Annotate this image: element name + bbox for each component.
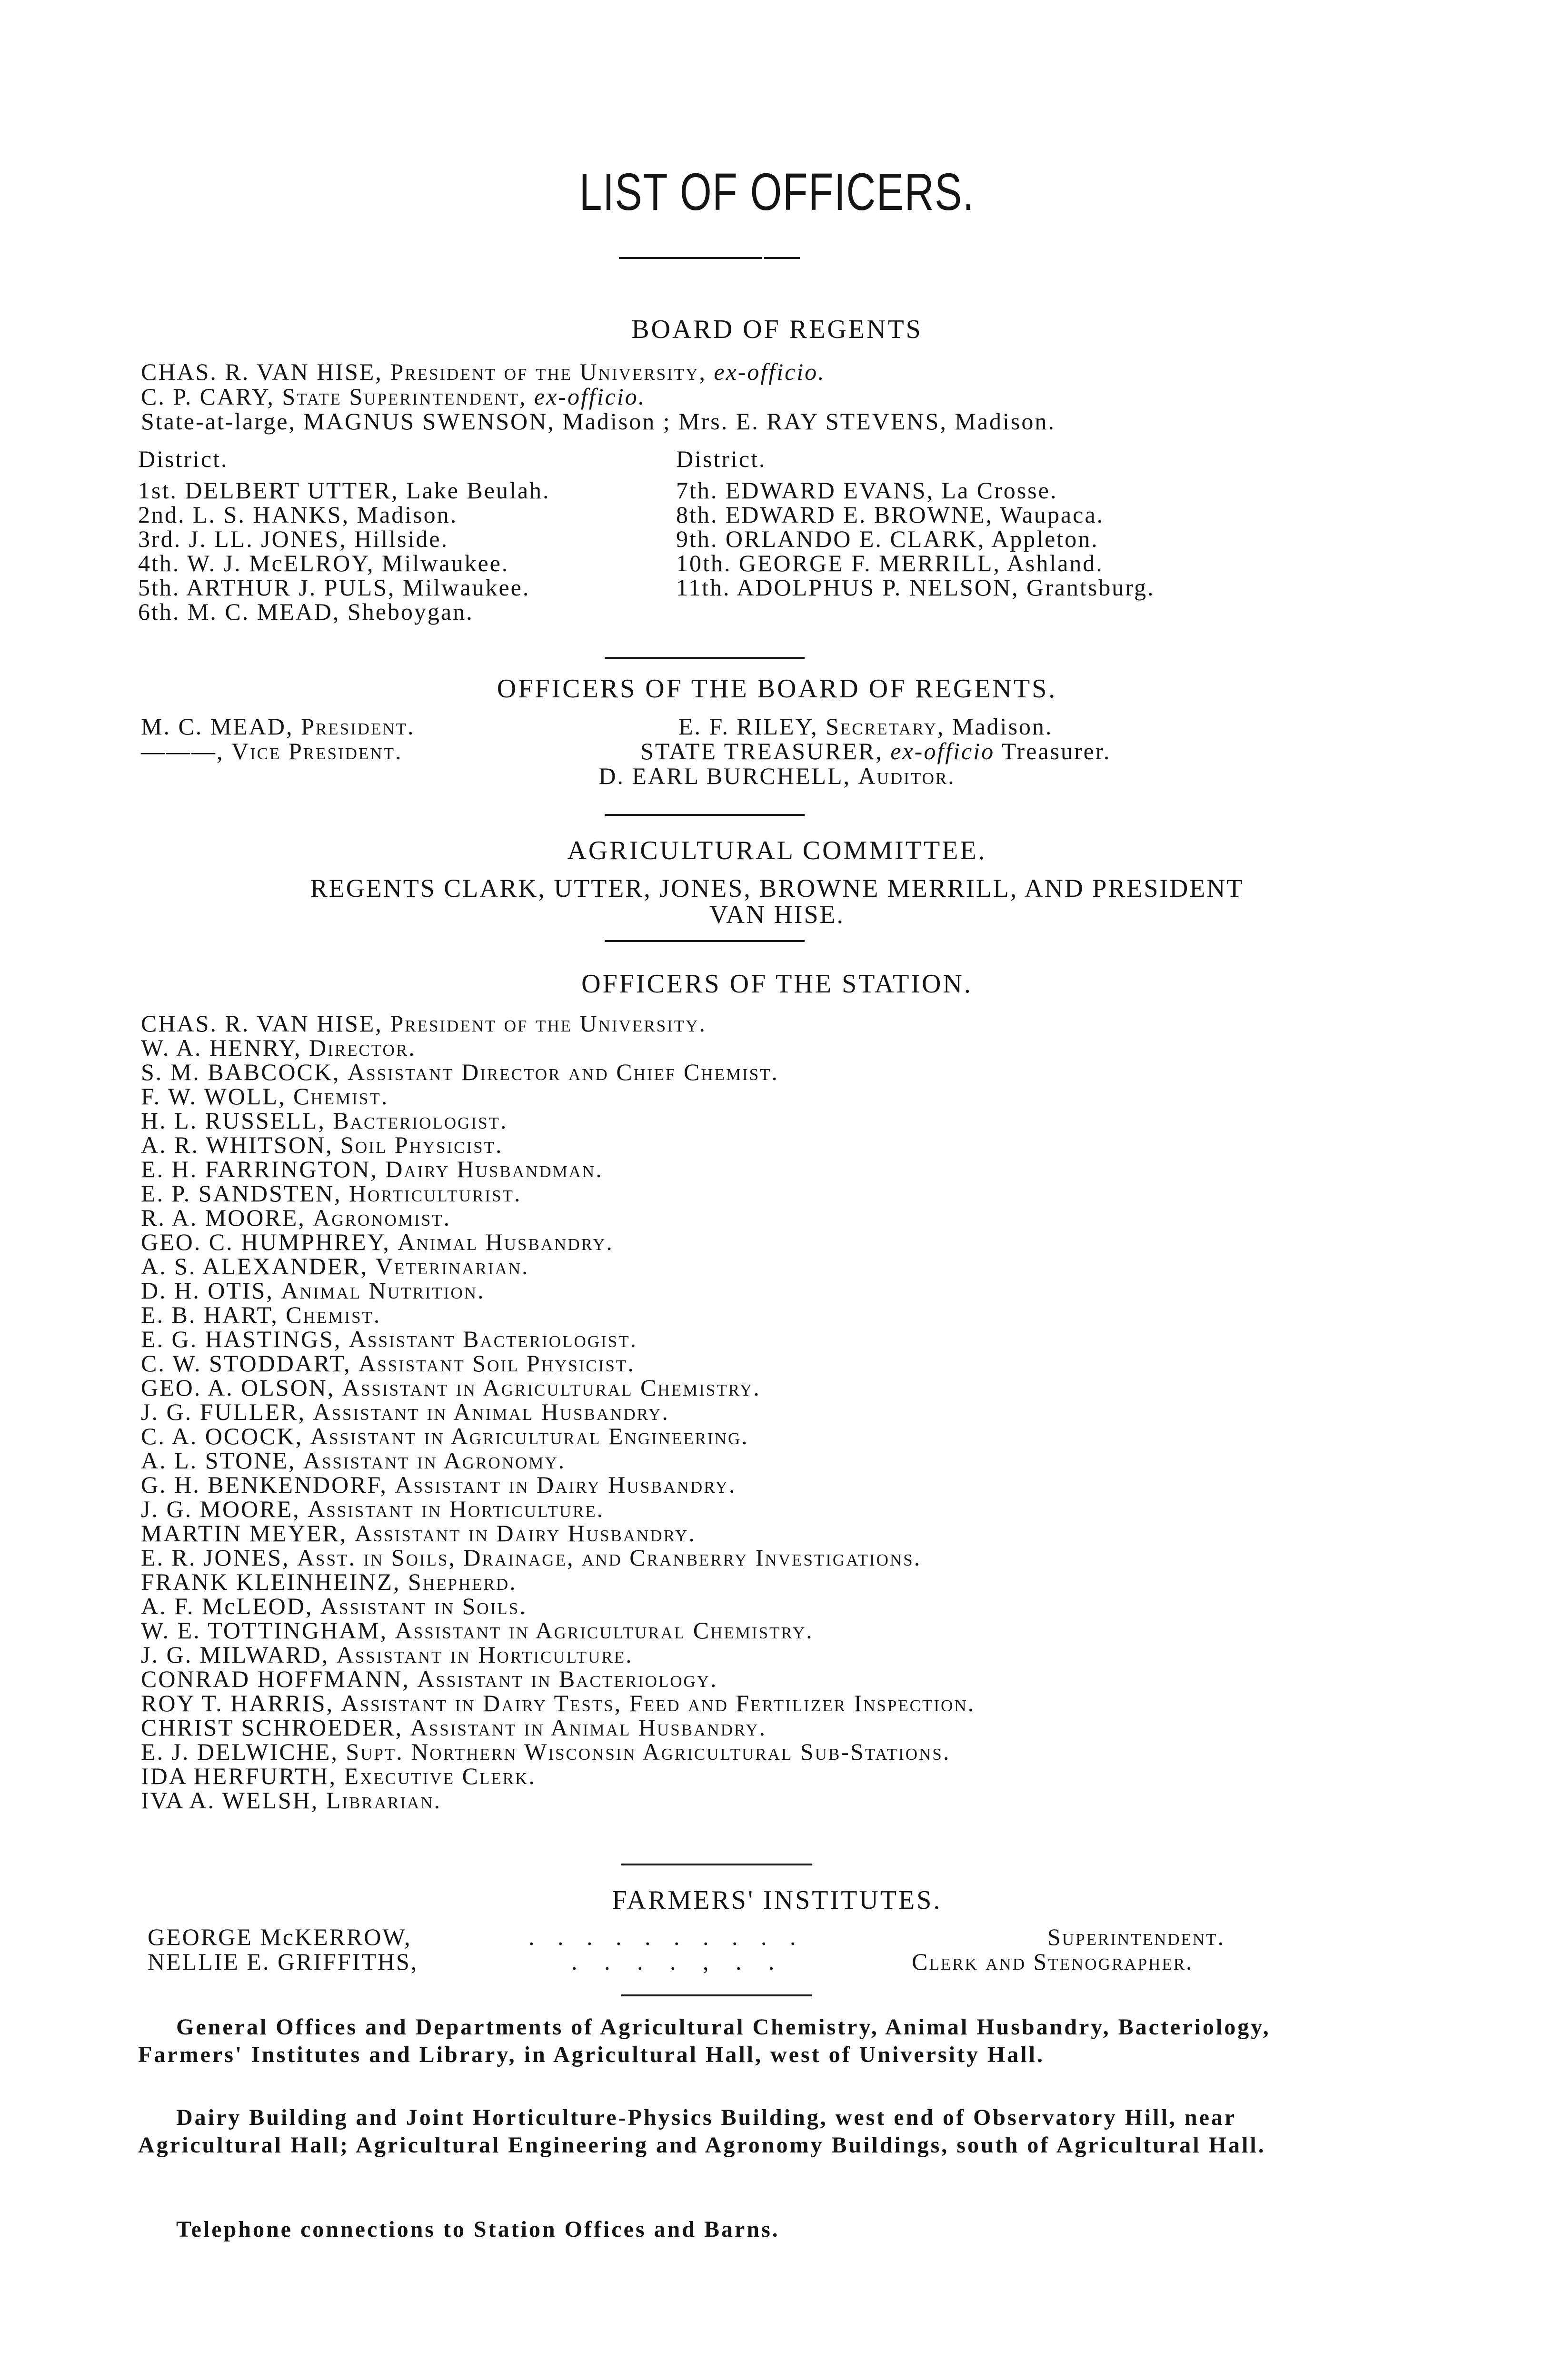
station-officer xyxy=(141,1279,975,1303)
officer-name: J. G. MILWARD, xyxy=(141,1641,329,1668)
officer-role: Supt. Northern Wisconsin Agricultural Sub-Stations. xyxy=(346,1738,951,1765)
station-officer xyxy=(141,1157,975,1181)
institute-row-clerk-name: NELLIE E. GRIFFITHS, xyxy=(148,1948,418,1975)
officer-role: Assistant in Animal Husbandry. xyxy=(410,1714,767,1741)
officer-role: Horticulturist. xyxy=(349,1180,522,1207)
institute-row-dots: . . . . , . . xyxy=(571,1948,785,1975)
officer-name: CONRAD HOFFMANN, xyxy=(141,1666,410,1692)
committee-line-2: VAN HISE. xyxy=(709,900,845,929)
officer-board-secretary xyxy=(678,713,1053,740)
station-officer xyxy=(141,1133,975,1157)
board-line-note: ex-officio. xyxy=(714,358,826,385)
officer-role: Vice President. xyxy=(231,738,403,764)
station-officer xyxy=(141,1788,975,1813)
board-line-note: ex-officio. xyxy=(534,383,646,410)
officer-name: IDA HERFURTH, xyxy=(141,1763,337,1789)
officer-name: GEO. C. HUMPHREY, xyxy=(141,1229,390,1255)
officer-name: E. H. FARRINGTON, xyxy=(141,1156,378,1182)
board-line-name: CHAS. R. VAN HISE, xyxy=(141,358,383,385)
officer-name: J. G. MOORE, xyxy=(141,1496,300,1522)
committee-line-1: REGENTS CLARK, UTTER, JONES, BROWNE MERRILL, AND PRESIDENT xyxy=(310,874,1244,902)
station-officer xyxy=(141,1570,975,1594)
officer-role: President. xyxy=(301,713,415,740)
officer-role: Assistant Soil Physicist. xyxy=(359,1350,635,1377)
station-officer xyxy=(141,1667,975,1691)
officer-name: E. R. JONES, xyxy=(141,1544,290,1571)
officer-role: Assistant in Soils. xyxy=(320,1593,527,1619)
station-officer xyxy=(141,1254,975,1279)
district-item: 10th. GEORGE F. MERRILL, Ashland. xyxy=(676,550,1104,576)
board-line-president xyxy=(141,358,826,386)
officer-role: Assistant in Dairy Husbandry. xyxy=(395,1471,737,1498)
officer-name: IVA A. WELSH, xyxy=(141,1787,319,1814)
district-item: 4th. W. J. McELROY, Milwaukee. xyxy=(138,550,509,576)
officer-name: CHRIST SCHROEDER, xyxy=(141,1714,403,1741)
officer-name: J. G. FULLER, xyxy=(141,1398,306,1425)
divider xyxy=(605,657,805,659)
district-item: 8th. EDWARD E. BROWNE, Waupaca. xyxy=(676,501,1105,528)
district-item: 6th. M. C. MEAD, Sheboygan. xyxy=(138,598,474,625)
station-officer xyxy=(141,1109,975,1133)
district-item: 9th. ORLANDO E. CLARK, Appleton. xyxy=(676,526,1099,552)
officer-role: Assistant in Bacteriology. xyxy=(417,1666,718,1692)
officer-role: Auditor. xyxy=(858,763,956,789)
officer-name: MARTIN MEYER, xyxy=(141,1520,348,1547)
officer-role: Bacteriologist. xyxy=(333,1107,508,1134)
officer-name: A. R. WHITSON, xyxy=(141,1131,333,1158)
officer-role: Assistant in Agricultural Chemistry. xyxy=(342,1374,761,1401)
divider xyxy=(764,257,800,259)
officer-role: Soil Physicist. xyxy=(340,1131,503,1158)
officer-role: Asst. in Soils, Drainage, and Cranberry Investigations. xyxy=(297,1544,922,1571)
district-item: 7th. EDWARD EVANS, La Crosse. xyxy=(676,477,1058,504)
officers-board-heading: OFFICERS OF THE BOARD OF REGENTS. xyxy=(497,674,1057,704)
officer-extra: Treasurer. xyxy=(1001,738,1111,764)
station-officer xyxy=(141,1424,975,1448)
station-officer xyxy=(141,1327,975,1351)
officer-role: Chemist. xyxy=(293,1083,389,1110)
officer-name: E. F. RILEY, xyxy=(678,713,818,740)
district-item: 5th. ARTHUR J. PULS, Milwaukee. xyxy=(138,574,530,601)
station-officer xyxy=(141,1521,975,1546)
districts-left xyxy=(138,478,550,624)
officer-name: A. S. ALEXANDER, xyxy=(141,1253,369,1279)
station-officer xyxy=(141,1376,975,1400)
officer-name: D. EARL BURCHELL, xyxy=(598,763,851,789)
officer-name: W. A. HENRY, xyxy=(141,1034,302,1061)
note-telephone: Telephone connections to Station Offices and Barns. xyxy=(176,2217,780,2242)
officer-role: Chemist. xyxy=(286,1301,381,1328)
officer-name: W. E. TOTTINGHAM, xyxy=(141,1617,388,1644)
officer-role: Agronomist. xyxy=(313,1204,451,1231)
station-officer xyxy=(141,1473,975,1497)
officer-name: E. J. DELWICHE, xyxy=(141,1738,339,1765)
officer-name: A. F. McLEOD, xyxy=(141,1593,313,1619)
station-officer xyxy=(141,1181,975,1206)
officer-role: Assistant Director and Chief Chemist. xyxy=(348,1059,779,1085)
officer-board-auditor xyxy=(0,762,1554,790)
officer-role: Assistant in Horticulture. xyxy=(336,1641,633,1668)
institute-row-dots: . . . . . . . . . . xyxy=(528,1924,805,1950)
officer-role: Assistant in Dairy Husbandry. xyxy=(354,1520,696,1547)
district-label-left: District. xyxy=(138,446,229,472)
officer-role: Shepherd. xyxy=(408,1568,517,1595)
officer-name: S. M. BABCOCK, xyxy=(141,1059,340,1085)
officer-name: H. L. RUSSELL, xyxy=(141,1107,326,1134)
officer-extra: Madison. xyxy=(952,713,1053,740)
institute-row-superintendent-role: Superintendent. xyxy=(1047,1924,1225,1950)
divider xyxy=(621,1994,812,1996)
station-officer xyxy=(141,1643,975,1667)
officer-role: Executive Clerk. xyxy=(344,1763,536,1789)
station-officer xyxy=(141,1594,975,1618)
station-officer xyxy=(141,1036,975,1060)
station-officer xyxy=(141,1764,975,1788)
officer-role: Assistant in Agricultural Engineering. xyxy=(310,1423,749,1449)
station-officer xyxy=(141,1303,975,1327)
divider xyxy=(605,940,805,942)
officer-name: G. H. BENKENDORF, xyxy=(141,1471,388,1498)
divider xyxy=(621,1864,812,1865)
officer-role: President of the University. xyxy=(390,1010,707,1037)
committee-heading: AGRICULTURAL COMMITTEE. xyxy=(567,836,987,865)
station-officer xyxy=(141,1618,975,1643)
station-officer xyxy=(141,1060,975,1084)
officer-name: ROY T. HARRIS, xyxy=(141,1690,334,1716)
institutes-heading: FARMERS' INSTITUTES. xyxy=(612,1885,942,1915)
station-officer xyxy=(141,1012,975,1036)
officer-role: Assistant in Animal Husbandry. xyxy=(313,1398,669,1425)
district-item: 11th. ADOLPHUS P. NELSON, Grantsburg. xyxy=(676,574,1155,601)
officer-board-president xyxy=(141,713,415,740)
station-officer xyxy=(141,1400,975,1424)
board-line-name: C. P. CARY, xyxy=(141,383,275,410)
station-officer xyxy=(141,1351,975,1376)
officer-role: Assistant Bacteriologist. xyxy=(349,1326,638,1352)
officer-name: E. G. HASTINGS, xyxy=(141,1326,342,1352)
officer-role: Director. xyxy=(309,1034,416,1061)
station-officer xyxy=(141,1206,975,1230)
officer-name: M. C. MEAD, xyxy=(141,713,294,740)
officer-role: Librarian. xyxy=(326,1787,442,1814)
officer-role: Animal Nutrition. xyxy=(281,1277,485,1304)
divider xyxy=(605,814,805,816)
officer-role: Secretary, xyxy=(826,713,945,740)
station-officer xyxy=(141,1448,975,1473)
station-officers-list xyxy=(141,1012,975,1813)
state-at-large: State-at-large, MAGNUS SWENSON, Madison ; Mrs. E. RAY STEVENS, Madison. xyxy=(141,408,1056,435)
page-title: LIST OF OFFICERS. xyxy=(579,163,975,221)
officer-role: ex-officio xyxy=(890,738,995,764)
note-general-offices: General Offices and Departments of Agricultural Chemistry, Animal Husbandry, Bacteriology, Farmers' Institutes and Library, in Agricultural Hall, west of University Hall. xyxy=(138,2014,1271,2067)
officer-name: D. H. OTIS, xyxy=(141,1277,274,1304)
officer-role: Assistant in Agricultural Chemistry. xyxy=(395,1617,814,1644)
officer-name: R. A. MOORE, xyxy=(141,1204,306,1231)
officer-role: Assistant in Agronomy. xyxy=(303,1447,566,1474)
station-officer xyxy=(141,1716,975,1740)
officer-name: E. P. SANDSTEN, xyxy=(141,1180,342,1207)
officer-role: Assistant in Horticulture. xyxy=(308,1496,605,1522)
note-dairy-building: Dairy Building and Joint Horticulture-Physics Building, west end of Observatory Hill, near Agricultural Hall; Agricultural Engineering and Agronomy Buildings, south of Agricultural Hall. xyxy=(138,2105,1266,2158)
officer-role: Dairy Husbandman. xyxy=(385,1156,603,1182)
divider xyxy=(619,257,762,259)
officer-role: Veterinarian. xyxy=(375,1253,529,1279)
officer-name: GEO. A. OLSON, xyxy=(141,1374,335,1401)
station-heading: OFFICERS OF THE STATION. xyxy=(581,969,973,999)
officer-name: E. B. HART, xyxy=(141,1301,279,1328)
station-officer xyxy=(141,1691,975,1716)
officer-name: FRANK KLEINHEINZ, xyxy=(141,1568,401,1595)
districts-right xyxy=(676,478,1155,600)
officer-board-vice-president xyxy=(141,737,402,765)
station-officer xyxy=(141,1230,975,1254)
officer-role: Assistant in Dairy Tests, Feed and Fertilizer Inspection. xyxy=(341,1690,976,1716)
board-line-role: State Superintendent, xyxy=(282,383,527,410)
station-officer xyxy=(141,1497,975,1521)
institute-row-superintendent-name: GEORGE McKERROW, xyxy=(148,1924,412,1950)
officer-name: F. W. WOLL, xyxy=(141,1083,286,1110)
district-item: 1st. DELBERT UTTER, Lake Beulah. xyxy=(138,477,550,504)
officer-name: C. A. OCOCK, xyxy=(141,1423,303,1449)
district-label-right: District. xyxy=(676,446,767,472)
district-item: 3rd. J. LL. JONES, Hillside. xyxy=(138,526,449,552)
officer-name: STATE TREASURER, xyxy=(640,738,883,764)
officer-board-treasurer xyxy=(640,737,1111,765)
station-officer xyxy=(141,1084,975,1109)
institute-row-clerk-role: Clerk and Stenographer. xyxy=(912,1948,1194,1975)
officer-name: A. L. STONE, xyxy=(141,1447,296,1474)
district-item: 2nd. L. S. HANKS, Madison. xyxy=(138,501,458,528)
station-officer xyxy=(141,1740,975,1764)
officer-name: ———, xyxy=(141,738,224,764)
officer-name: C. W. STODDART, xyxy=(141,1350,351,1377)
officer-name: CHAS. R. VAN HISE, xyxy=(141,1010,383,1037)
board-heading: BOARD OF REGENTS xyxy=(631,315,923,344)
board-line-role: President of the University, xyxy=(390,358,707,385)
board-line-superintendent xyxy=(141,383,646,410)
officer-role: Animal Husbandry. xyxy=(398,1229,614,1255)
station-officer xyxy=(141,1546,975,1570)
